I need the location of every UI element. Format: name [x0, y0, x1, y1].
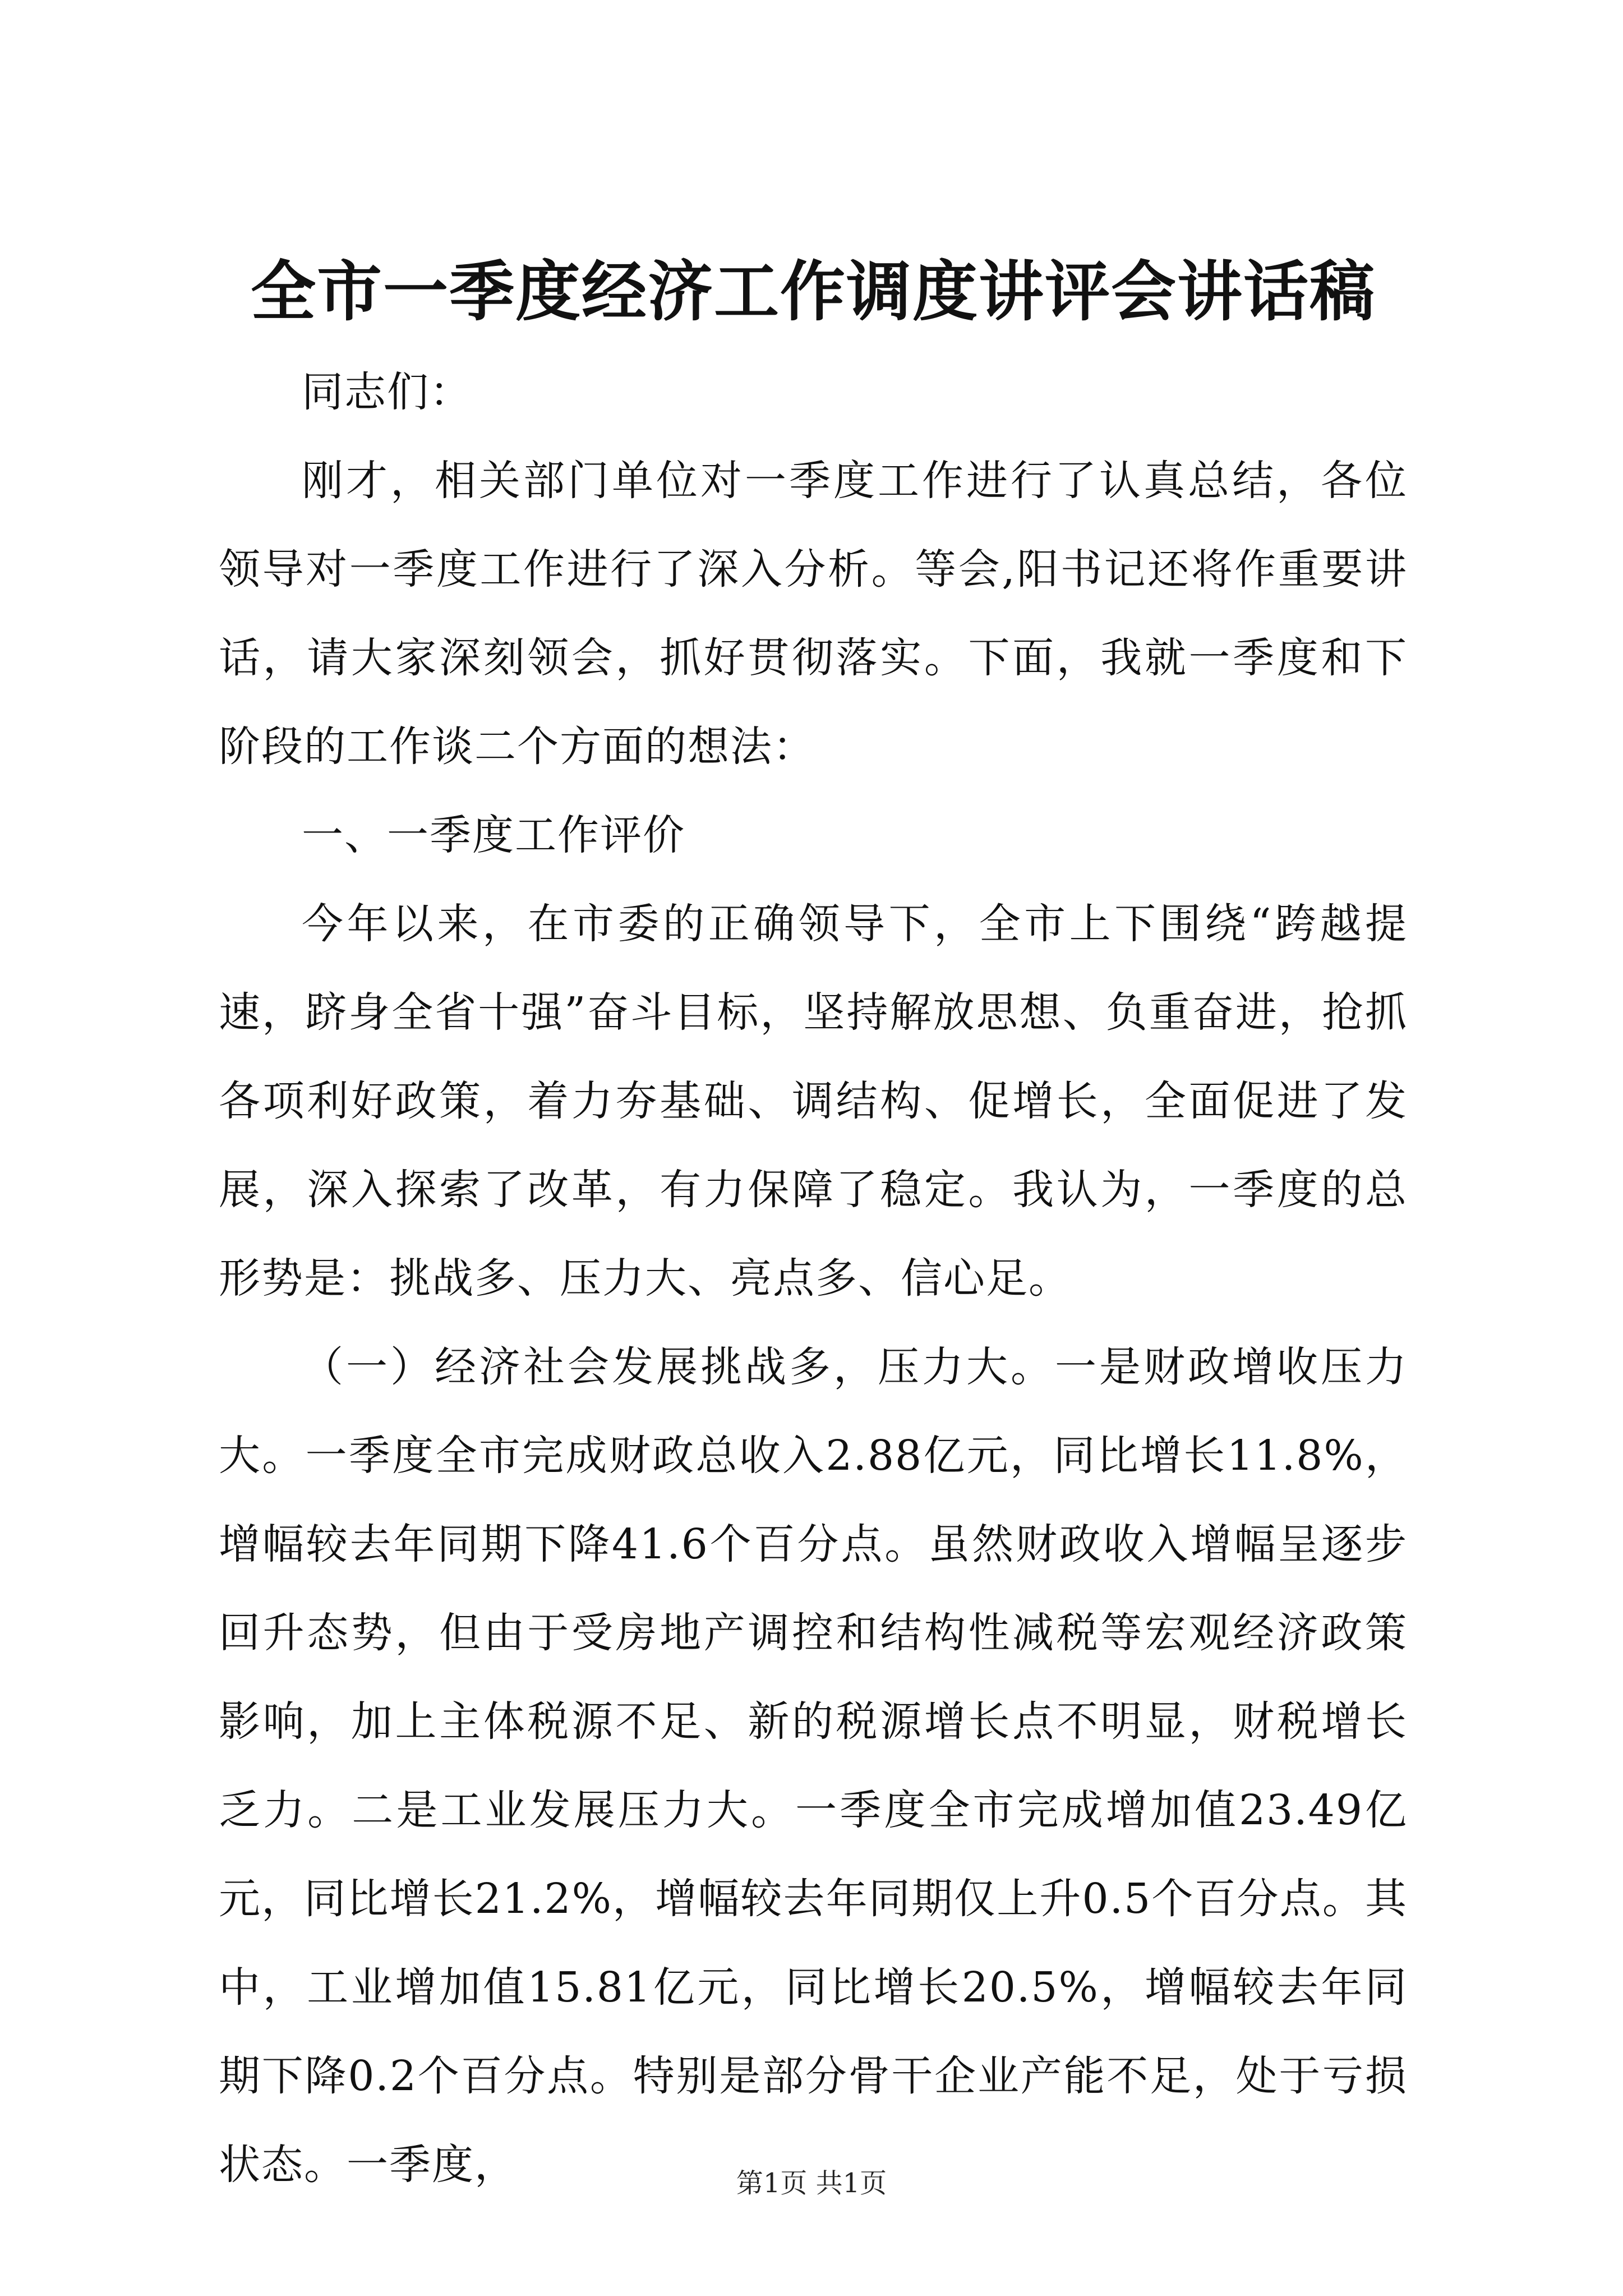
overview-paragraph: 今年以来，在市委的正确领导下，全市上下围绕“跨越提速，跻身全省十强”奋斗目标，坚持解放思想、负重奋进，抢抓各项利好政策，着力夯基础、调结构、促增长，全面促进了发展，深入探索了改革，有力保障了稳定。我认为，一季度的总形势是：挑战多、压力大、亮点多、信心足。 [219, 900, 1408, 1303]
document-title: 全市一季度经济工作调度讲评会讲话稿 [251, 254, 1376, 330]
salutation-paragraph: 同志们： [302, 368, 472, 416]
challenges-paragraph: （一）经济社会发展挑战多，压力大。一是财政增收压力大。一季度全市完成财政总收入2.88亿元，同比增长11.8%，增幅较去年同期下降41.6个百分点。虽然财政收入增幅呈逐步回升态势，但由于受房地产调控和结构性减税等宏观经济政策影响，加上主体税源不足、新的税源增长点不明显，财税增长乏力。二是工业发展压力大。一季度全市完成增加值23.49亿元，同比增长21.2%，增幅较去年同期仅上升0.5个百分点。其中，工业增加值15.81亿元，同比增长20.5%，增幅较去年同期下降0.2个百分点。特别是部分骨干企业产能不足，处于亏损状态。一季度， [219, 1343, 1408, 2189]
page-footer: 第1页 共1页 [736, 2168, 887, 2199]
section-heading: 一、一季度工作评价 [302, 811, 685, 859]
document-body [219, 348, 1408, 2209]
intro-paragraph: 刚才，相关部门单位对一季度工作进行了认真总结，各位领导对一季度工作进行了深入分析。等会,阳书记还将作重要讲话，请大家深刻领会，抓好贯彻落实。下面，我就一季度和下阶段的工作谈二个方面的想法： [219, 457, 1408, 771]
